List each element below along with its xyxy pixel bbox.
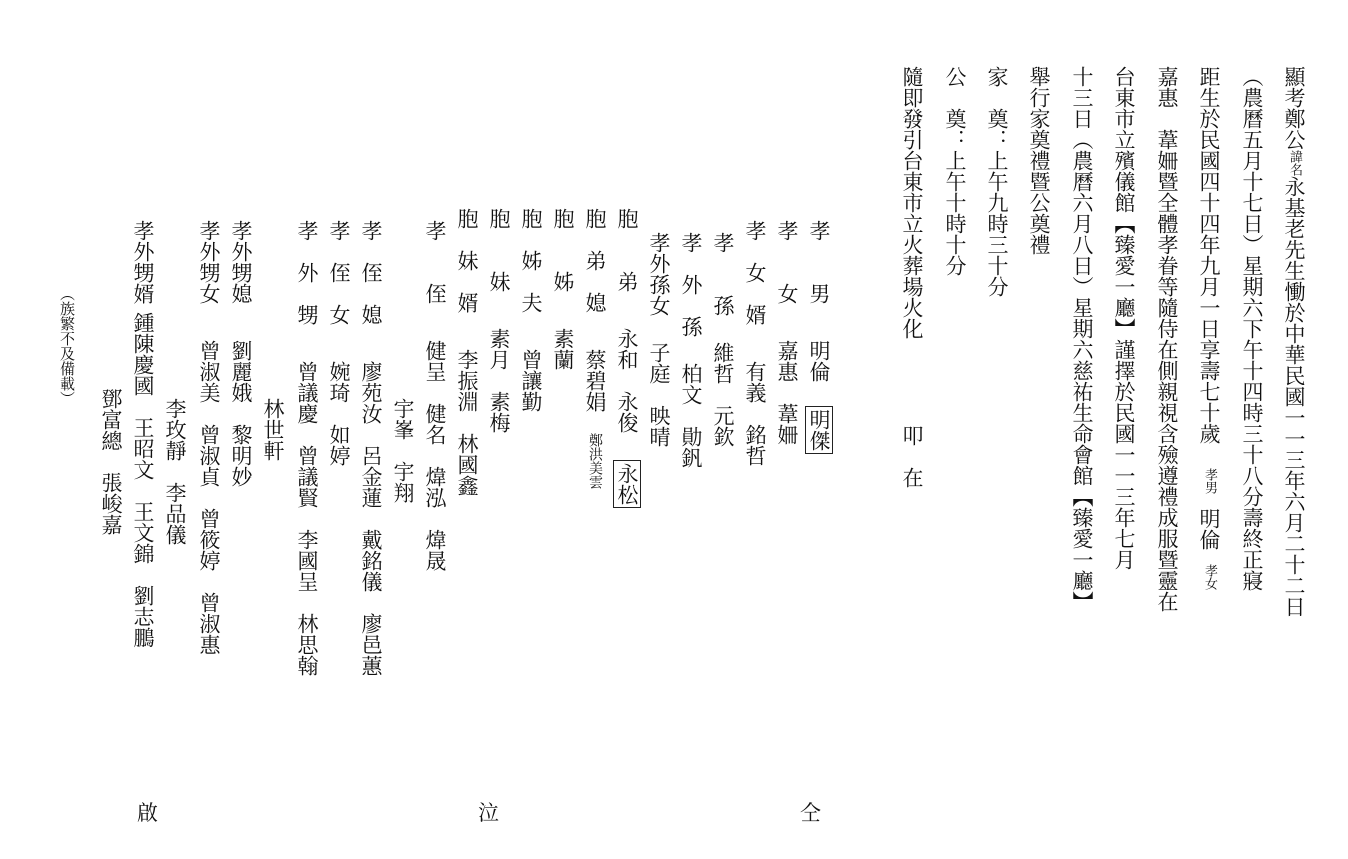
family-row-15: 孝 侄 媳廖苑汝 呂金蓮 戴銘儀 廖邑蕙 (359, 220, 383, 676)
announcement-line-2: （農曆五月十七日）星期六下午十四時三十八分壽終正寢 (1240, 66, 1264, 591)
announcement-line-8: 家 奠：上午九時三十分 (985, 66, 1009, 297)
announcement-line-10: 隨即發引台東市立火葬場火化叩 在 (900, 66, 924, 488)
announcement-line-4: 嘉惠 葦姍暨全體孝眷等隨侍在側親視含殮遵禮成服暨靈在 (1155, 66, 1179, 612)
family-row-3: 孝 女 婿有義 銘哲 (743, 220, 767, 466)
family-row-13: 孝 侄健呈 健名 煒泓 煒晟 (423, 220, 447, 571)
family-row-20: 孝外甥女曾淑美 曾淑貞 曾筱婷 曾淑惠 (197, 220, 221, 655)
family-row-8: 胞 弟 媳蔡碧娟 鄭洪美雲 (583, 208, 607, 489)
family-row-1: 孝 男明倫明傑 (808, 220, 829, 454)
announcement-line-9: 公 奠：上午十時十分 (943, 66, 967, 276)
family-row-9: 胞 姊素蘭 (551, 208, 575, 370)
announcement-line-7: 舉行家奠禮暨公奠禮 (1027, 66, 1051, 255)
note-text: （族繁不及備載） (58, 286, 76, 406)
family-row-14: 宇峯 宇翔 (391, 398, 415, 503)
announcement-line-6: 十三日（農曆六月八日）星期六慈祐生命會館【臻愛一廳】 (1070, 66, 1094, 612)
family-row-22: 孝外甥婿鍾陳慶國 王昭文 王文錦 劉志鵬 (131, 220, 155, 648)
footer-middle: 泣 (478, 801, 499, 825)
family-row-5: 孝 外 孫柏文 勛釩 (679, 232, 703, 468)
family-row-11: 胞 妹素月 素梅 (487, 208, 511, 433)
family-row-16: 孝 侄 女婉琦 如婷 (327, 220, 351, 466)
family-row-10: 胞 姊 夫曾讓勤 (519, 208, 543, 412)
family-row-7: 胞 弟永和 永俊 永松 (616, 208, 637, 508)
family-row-21: 李玫靜 李品儀 (163, 398, 187, 545)
family-row-12: 胞 妹 婿李振淵 林國鑫 (455, 208, 479, 496)
family-row-23: 鄧富總 張峻嘉 (99, 388, 123, 535)
announcement-line-1: 顯考鄭公諱名永基老先生慟於中華民國一一三年六月二十二日 (1282, 66, 1306, 617)
family-row-18: 林世軒 (261, 398, 285, 461)
family-row-2: 孝 女嘉惠 葦姍 (775, 220, 799, 445)
footer-left: 啟 (137, 801, 158, 825)
family-row-4: 孝 孫維哲 元欽 (711, 232, 735, 447)
footer-right: 仝 (800, 801, 821, 825)
family-row-6: 孝外孫女子庭 映晴 (647, 232, 671, 447)
family-row-19: 孝外甥媳劉麗娥 黎明妙 (229, 220, 253, 487)
family-row-17: 孝 外 甥曾議慶 曾議賢 李國呈 林思翰 (295, 220, 319, 676)
announcement-line-5: 台東市立殯儀館【臻愛一廳】謹擇於民國一一三年七月 (1112, 66, 1136, 570)
announcement-line-3: 距生於民國四十四年九月一日享壽七十歲孝男明倫孝女 (1197, 66, 1221, 590)
